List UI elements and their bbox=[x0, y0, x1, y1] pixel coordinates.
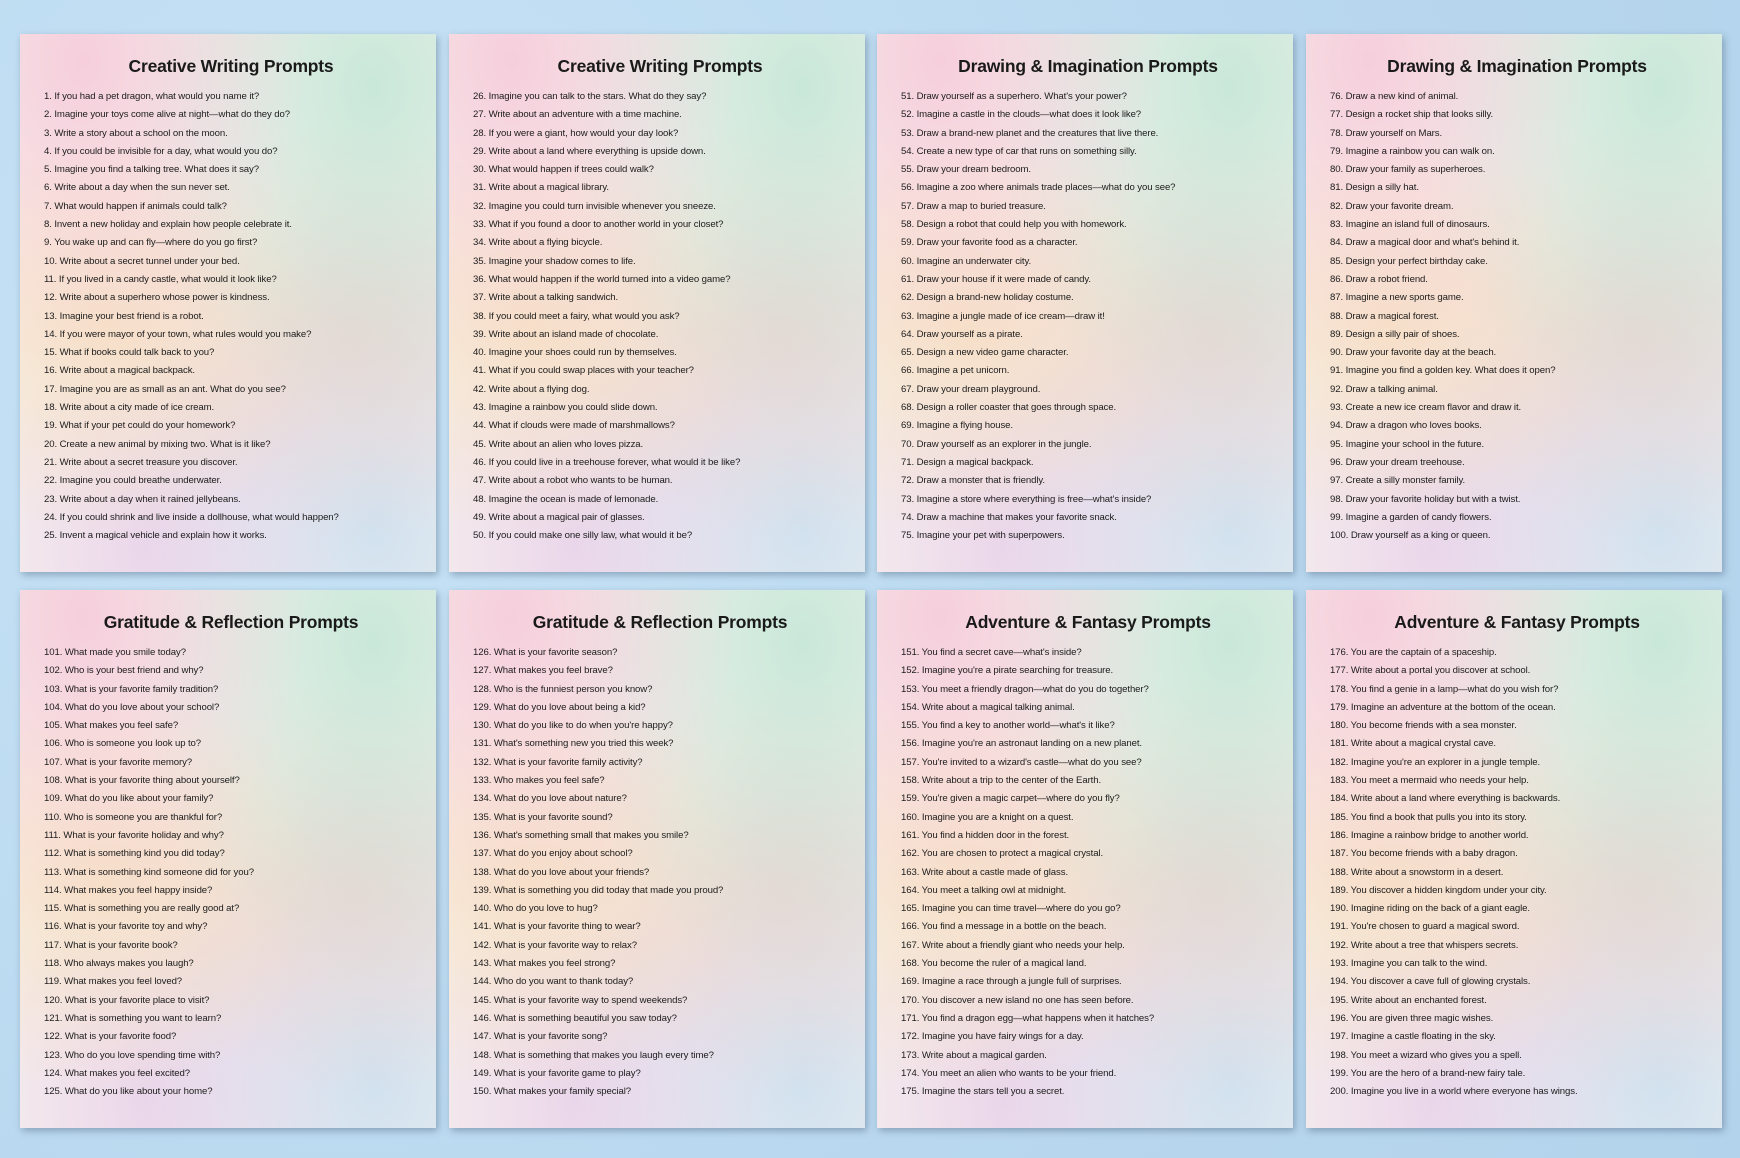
prompt-list bbox=[473, 88, 847, 545]
prompt-item: 6. Write about a day when the sun never set. bbox=[44, 182, 230, 194]
prompt-item: 61. Draw your house if it were made of candy. bbox=[901, 273, 1091, 285]
prompt-item: 161. You find a hidden door in the forest. bbox=[901, 829, 1070, 841]
prompt-item: 34. Write about a flying bicycle. bbox=[473, 237, 603, 249]
prompt-item: 83. Imagine an island full of dinosaurs. bbox=[1330, 219, 1490, 231]
prompt-item: 36. What would happen if the world turned into a video game? bbox=[473, 273, 731, 285]
prompt-item: 18. Write about a city made of ice cream. bbox=[44, 402, 215, 414]
prompt-item: 165. Imagine you can time travel—where do you go? bbox=[901, 903, 1121, 915]
prompt-item: 81. Design a silly hat. bbox=[1330, 182, 1419, 194]
prompt-item: 87. Imagine a new sports game. bbox=[1330, 292, 1464, 304]
prompt-item: 136. What's something small that makes you smile? bbox=[473, 829, 689, 841]
prompt-item: 59. Draw your favorite food as a character. bbox=[901, 237, 1078, 249]
prompt-item: 128. Who is the funniest person you know? bbox=[473, 683, 653, 695]
prompt-item: 97. Create a silly monster family. bbox=[1330, 475, 1466, 487]
prompt-item: 75. Imagine your pet with superpowers. bbox=[901, 530, 1065, 542]
prompt-item: 5. Imagine you find a talking tree. What does it say? bbox=[44, 164, 259, 176]
prompt-item: 192. Write about a tree that whispers secrets. bbox=[1330, 939, 1519, 951]
prompt-item: 85. Design your perfect birthday cake. bbox=[1330, 255, 1488, 267]
prompt-item: 24. If you could shrink and live inside a dollhouse, what would happen? bbox=[44, 511, 339, 523]
prompt-item: 76. Draw a new kind of animal. bbox=[1330, 91, 1459, 102]
prompt-item: 124. What makes you feel excited? bbox=[44, 1067, 191, 1079]
page-title: Drawing & Imagination Prompts bbox=[958, 56, 1218, 76]
prompt-list bbox=[473, 644, 847, 1101]
prompt-item: 119. What makes you feel loved? bbox=[44, 976, 183, 988]
prompt-item: 134. What do you love about nature? bbox=[473, 793, 627, 805]
prompt-item: 62. Design a brand-new holiday costume. bbox=[901, 292, 1074, 304]
prompt-item: 103. What is your favorite family tradition? bbox=[44, 683, 219, 695]
prompt-item: 27. Write about an adventure with a time machine. bbox=[473, 109, 682, 121]
prompt-item: 56. Imagine a zoo where animals trade places—what do you see? bbox=[901, 182, 1176, 194]
prompt-item: 86. Draw a robot friend. bbox=[1330, 273, 1428, 285]
prompt-item: 1. If you had a pet dragon, what would you name it? bbox=[44, 91, 260, 102]
prompt-item: 139. What is something you did today that made you proud? bbox=[473, 884, 724, 896]
prompt-item: 198. You meet a wizard who gives you a spell. bbox=[1330, 1049, 1522, 1061]
prompt-item: 163. Write about a castle made of glass. bbox=[901, 866, 1069, 878]
page-title: Creative Writing Prompts bbox=[557, 56, 763, 76]
prompt-item: 16. Write about a magical backpack. bbox=[44, 365, 195, 377]
prompt-item: 162. You are chosen to protect a magical crystal. bbox=[901, 848, 1104, 860]
prompt-item: 118. Who always makes you laugh? bbox=[44, 958, 194, 970]
prompt-item: 39. Write about an island made of chocolate. bbox=[473, 328, 659, 340]
prompt-item: 63. Imagine a jungle made of ice cream—draw it! bbox=[901, 310, 1105, 322]
worksheet-page-5 bbox=[20, 590, 436, 1128]
prompt-item: 133. Who makes you feel safe? bbox=[473, 775, 605, 787]
prompt-item: 29. Write about a land where everything is upside down. bbox=[473, 145, 706, 157]
prompt-item: 200. Imagine you live in a world where everyone has wings. bbox=[1330, 1086, 1578, 1098]
prompt-item: 95. Imagine your school in the future. bbox=[1330, 438, 1485, 450]
prompt-item: 181. Write about a magical crystal cave. bbox=[1330, 738, 1496, 750]
prompt-item: 94. Draw a dragon who loves books. bbox=[1330, 420, 1482, 432]
prompt-item: 151. You find a secret cave—what's inside? bbox=[901, 647, 1082, 658]
prompt-item: 106. Who is someone you look up to? bbox=[44, 738, 202, 750]
prompt-list bbox=[901, 88, 1275, 545]
prompt-item: 77. Design a rocket ship that looks silly. bbox=[1330, 109, 1494, 121]
prompt-item: 66. Imagine a pet unicorn. bbox=[901, 365, 1010, 377]
prompt-item: 89. Design a silly pair of shoes. bbox=[1330, 328, 1460, 340]
prompt-item: 10. Write about a secret tunnel under your bed. bbox=[44, 255, 240, 267]
prompt-item: 49. Write about a magical pair of glasses. bbox=[473, 511, 645, 523]
prompt-item: 193. Imagine you can talk to the wind. bbox=[1330, 958, 1488, 970]
prompt-item: 67. Draw your dream playground. bbox=[901, 383, 1041, 395]
prompt-item: 88. Draw a magical forest. bbox=[1330, 310, 1439, 322]
worksheet-page-1 bbox=[20, 34, 436, 572]
prompt-item: 104. What do you love about your school? bbox=[44, 701, 220, 713]
prompt-item: 41. What if you could swap places with your teacher? bbox=[473, 365, 694, 377]
worksheet-page-8 bbox=[1306, 590, 1722, 1128]
prompt-item: 155. You find a key to another world—what's it like? bbox=[901, 720, 1115, 732]
prompt-item: 180. You become friends with a sea monster. bbox=[1330, 720, 1517, 732]
prompt-item: 74. Draw a machine that makes your favorite snack. bbox=[901, 511, 1117, 523]
prompt-item: 194. You discover a cave full of glowing crystals. bbox=[1330, 976, 1531, 988]
prompt-item: 197. Imagine a castle floating in the sky. bbox=[1330, 1031, 1496, 1043]
prompt-item: 100. Draw yourself as a king or queen. bbox=[1330, 530, 1491, 542]
prompt-item: 17. Imagine you are as small as an ant. What do you see? bbox=[44, 383, 286, 395]
prompt-item: 135. What is your favorite sound? bbox=[473, 811, 613, 823]
prompt-item: 102. Who is your best friend and why? bbox=[44, 665, 204, 677]
prompt-list bbox=[44, 644, 418, 1101]
prompt-item: 185. You find a book that pulls you into its story. bbox=[1330, 811, 1527, 823]
prompt-item: 107. What is your favorite memory? bbox=[44, 756, 193, 768]
prompt-item: 109. What do you like about your family? bbox=[44, 793, 214, 805]
prompt-item: 175. Imagine the stars tell you a secret. bbox=[901, 1086, 1065, 1098]
prompt-item: 55. Draw your dream bedroom. bbox=[901, 164, 1031, 176]
prompt-item: 70. Draw yourself as an explorer in the jungle. bbox=[901, 438, 1092, 450]
prompt-item: 167. Write about a friendly giant who needs your help. bbox=[901, 939, 1125, 951]
prompt-item: 8. Invent a new holiday and explain how people celebrate it. bbox=[44, 219, 292, 231]
prompt-item: 127. What makes you feel brave? bbox=[473, 665, 613, 677]
prompt-item: 53. Draw a brand-new planet and the creatures that live there. bbox=[901, 127, 1159, 139]
prompt-item: 14. If you were mayor of your town, what rules would you make? bbox=[44, 328, 312, 340]
prompt-item: 72. Draw a monster that is friendly. bbox=[901, 475, 1045, 487]
prompt-item: 187. You become friends with a baby dragon. bbox=[1330, 848, 1518, 860]
prompt-item: 57. Draw a map to buried treasure. bbox=[901, 200, 1046, 212]
prompt-item: 73. Imagine a store where everything is free—what's inside? bbox=[901, 493, 1152, 505]
prompt-item: 182. Imagine you're an explorer in a jungle temple. bbox=[1330, 756, 1541, 768]
prompt-item: 177. Write about a portal you discover at school. bbox=[1330, 665, 1531, 677]
prompt-item: 179. Imagine an adventure at the bottom of the ocean. bbox=[1330, 701, 1556, 713]
prompt-item: 164. You meet a talking owl at midnight. bbox=[901, 884, 1067, 896]
prompt-item: 12. Write about a superhero whose power is kindness. bbox=[44, 292, 270, 304]
prompt-item: 130. What do you like to do when you're happy? bbox=[473, 720, 673, 732]
prompt-item: 199. You are the hero of a brand-new fairy tale. bbox=[1330, 1067, 1526, 1079]
prompt-item: 160. Imagine you are a knight on a quest. bbox=[901, 811, 1074, 823]
prompt-item: 99. Imagine a garden of candy flowers. bbox=[1330, 511, 1492, 523]
prompt-item: 120. What is your favorite place to visit? bbox=[44, 994, 210, 1006]
prompt-item: 47. Write about a robot who wants to be human. bbox=[473, 475, 673, 487]
prompt-item: 105. What makes you feel safe? bbox=[44, 720, 179, 732]
prompt-item: 169. Imagine a race through a jungle full of surprises. bbox=[901, 976, 1122, 988]
prompt-item: 184. Write about a land where everything is backwards. bbox=[1330, 793, 1561, 805]
prompt-item: 188. Write about a snowstorm in a desert. bbox=[1330, 866, 1504, 878]
prompt-item: 35. Imagine your shadow comes to life. bbox=[473, 255, 636, 267]
worksheet-page-6 bbox=[449, 590, 865, 1128]
worksheet-page-4 bbox=[1306, 34, 1722, 572]
prompt-list bbox=[1330, 644, 1704, 1101]
prompt-item: 96. Draw your dream treehouse. bbox=[1330, 456, 1465, 468]
prompt-item: 176. You are the captain of a spaceship. bbox=[1330, 647, 1497, 658]
prompt-item: 90. Draw your favorite day at the beach. bbox=[1330, 347, 1497, 359]
prompt-item: 168. You become the ruler of a magical land. bbox=[901, 958, 1087, 970]
prompt-item: 153. You meet a friendly dragon—what do you do together? bbox=[901, 683, 1149, 695]
prompt-item: 125. What do you like about your home? bbox=[44, 1086, 213, 1098]
prompt-item: 32. Imagine you could turn invisible whenever you sneeze. bbox=[473, 200, 716, 212]
prompt-item: 150. What makes your family special? bbox=[473, 1086, 631, 1098]
prompt-item: 121. What is something you want to learn? bbox=[44, 1012, 222, 1024]
prompt-item: 195. Write about an enchanted forest. bbox=[1330, 994, 1487, 1006]
prompt-item: 190. Imagine riding on the back of a giant eagle. bbox=[1330, 903, 1530, 915]
prompt-item: 158. Write about a trip to the center of the Earth. bbox=[901, 775, 1102, 787]
prompt-item: 68. Design a roller coaster that goes through space. bbox=[901, 402, 1117, 414]
prompt-item: 50. If you could make one silly law, what would it be? bbox=[473, 530, 693, 542]
prompt-item: 196. You are given three magic wishes. bbox=[1330, 1012, 1494, 1024]
prompt-item: 132. What is your favorite family activity? bbox=[473, 756, 643, 768]
prompt-item: 183. You meet a mermaid who needs your help. bbox=[1330, 775, 1529, 787]
prompt-item: 20. Create a new animal by mixing two. What is it like? bbox=[44, 438, 271, 450]
prompt-item: 108. What is your favorite thing about yourself? bbox=[44, 775, 240, 787]
prompt-item: 141. What is your favorite thing to wear? bbox=[473, 921, 641, 933]
prompt-item: 38. If you could meet a fairy, what would you ask? bbox=[473, 310, 680, 322]
prompt-item: 52. Imagine a castle in the clouds—what does it look like? bbox=[901, 109, 1142, 121]
prompt-item: 40. Imagine your shoes could run by themselves. bbox=[473, 347, 677, 359]
prompt-item: 101. What made you smile today? bbox=[44, 647, 186, 658]
prompt-item: 174. You meet an alien who wants to be your friend. bbox=[901, 1067, 1117, 1079]
prompt-item: 7. What would happen if animals could talk? bbox=[44, 200, 227, 212]
prompt-item: 126. What is your favorite season? bbox=[473, 647, 618, 658]
prompt-item: 31. Write about a magical library. bbox=[473, 182, 609, 194]
prompt-list bbox=[1330, 88, 1704, 545]
worksheet-page-7 bbox=[877, 590, 1293, 1128]
prompt-item: 173. Write about a magical garden. bbox=[901, 1049, 1047, 1061]
prompt-item: 23. Write about a day when it rained jellybeans. bbox=[44, 493, 241, 505]
prompt-item: 84. Draw a magical door and what's behind it. bbox=[1330, 237, 1520, 249]
prompt-item: 80. Draw your family as superheroes. bbox=[1330, 164, 1486, 176]
prompt-item: 26. Imagine you can talk to the stars. What do they say? bbox=[473, 91, 707, 102]
prompt-item: 79. Imagine a rainbow you can walk on. bbox=[1330, 145, 1495, 157]
prompt-item: 189. You discover a hidden kingdom under your city. bbox=[1330, 884, 1547, 896]
prompt-item: 93. Create a new ice cream flavor and draw it. bbox=[1330, 402, 1522, 414]
prompt-item: 166. You find a message in a bottle on the beach. bbox=[901, 921, 1107, 933]
prompt-item: 123. Who do you love spending time with? bbox=[44, 1049, 221, 1061]
prompt-list bbox=[44, 88, 418, 545]
page-title: Gratitude & Reflection Prompts bbox=[532, 612, 788, 632]
prompt-item: 148. What is something that makes you laugh every time? bbox=[473, 1049, 714, 1061]
prompt-item: 64. Draw yourself as a pirate. bbox=[901, 328, 1023, 340]
prompt-item: 137. What do you enjoy about school? bbox=[473, 848, 633, 860]
prompt-item: 9. You wake up and can fly—where do you go first? bbox=[44, 237, 258, 249]
prompt-item: 138. What do you love about your friends? bbox=[473, 866, 650, 878]
prompt-item: 170. You discover a new island no one has seen before. bbox=[901, 994, 1134, 1006]
prompt-item: 146. What is something beautiful you saw today? bbox=[473, 1012, 677, 1024]
prompt-item: 149. What is your favorite game to play? bbox=[473, 1067, 641, 1079]
prompt-item: 37. Write about a talking sandwich. bbox=[473, 292, 619, 304]
prompt-item: 45. Write about an alien who loves pizza. bbox=[473, 438, 644, 450]
prompt-item: 143. What makes you feel strong? bbox=[473, 958, 616, 970]
prompt-item: 71. Design a magical backpack. bbox=[901, 456, 1034, 468]
prompt-item: 15. What if books could talk back to you? bbox=[44, 347, 215, 359]
prompt-item: 82. Draw your favorite dream. bbox=[1330, 200, 1454, 212]
prompt-item: 116. What is your favorite toy and why? bbox=[44, 921, 208, 933]
prompt-item: 171. You find a dragon egg—what happens when it hatches? bbox=[901, 1012, 1155, 1024]
prompt-item: 51. Draw yourself as a superhero. What's your power? bbox=[901, 91, 1127, 102]
prompt-item: 19. What if your pet could do your homework? bbox=[44, 420, 236, 432]
prompt-item: 54. Create a new type of car that runs on something silly. bbox=[901, 145, 1137, 157]
prompt-item: 113. What is something kind someone did for you? bbox=[44, 866, 254, 878]
prompt-item: 91. Imagine you find a golden key. What does it open? bbox=[1330, 365, 1556, 377]
prompt-item: 129. What do you love about being a kid? bbox=[473, 701, 646, 713]
prompt-item: 43. Imagine a rainbow you could slide down. bbox=[473, 402, 658, 414]
prompt-list bbox=[901, 644, 1275, 1101]
prompt-item: 159. You're given a magic carpet—where do you fly? bbox=[901, 793, 1120, 805]
prompt-item: 154. Write about a magical talking animal. bbox=[901, 701, 1075, 713]
page-title: Adventure & Fantasy Prompts bbox=[1394, 612, 1640, 632]
prompt-item: 69. Imagine a flying house. bbox=[901, 420, 1013, 432]
prompt-item: 58. Design a robot that could help you with homework. bbox=[901, 219, 1127, 231]
prompt-item: 21. Write about a secret treasure you discover. bbox=[44, 456, 238, 468]
prompt-item: 3. Write a story about a school on the moon. bbox=[44, 127, 228, 139]
prompt-item: 92. Draw a talking animal. bbox=[1330, 383, 1438, 395]
prompt-item: 112. What is something kind you did today? bbox=[44, 848, 225, 860]
worksheet-page-2 bbox=[449, 34, 865, 572]
prompt-item: 48. Imagine the ocean is made of lemonade. bbox=[473, 493, 659, 505]
prompt-item: 98. Draw your favorite holiday but with a twist. bbox=[1330, 493, 1521, 505]
prompt-item: 44. What if clouds were made of marshmallows? bbox=[473, 420, 675, 432]
prompt-item: 142. What is your favorite way to relax? bbox=[473, 939, 637, 951]
prompt-item: 156. Imagine you're an astronaut landing on a new planet. bbox=[901, 738, 1142, 750]
prompt-item: 131. What's something new you tried this week? bbox=[473, 738, 674, 750]
prompt-item: 172. Imagine you have fairy wings for a day. bbox=[901, 1031, 1084, 1043]
prompt-item: 42. Write about a flying dog. bbox=[473, 383, 590, 395]
prompt-item: 186. Imagine a rainbow bridge to another world. bbox=[1330, 829, 1529, 841]
prompt-item: 152. Imagine you're a pirate searching for treasure. bbox=[901, 665, 1114, 677]
prompt-item: 78. Draw yourself on Mars. bbox=[1330, 127, 1443, 139]
prompt-item: 60. Imagine an underwater city. bbox=[901, 255, 1032, 267]
prompt-item: 145. What is your favorite way to spend weekends? bbox=[473, 994, 688, 1006]
prompt-item: 13. Imagine your best friend is a robot. bbox=[44, 310, 204, 322]
prompt-item: 157. You're invited to a wizard's castle—what do you see? bbox=[901, 756, 1142, 768]
prompt-item: 33. What if you found a door to another world in your closet? bbox=[473, 219, 724, 231]
prompt-item: 111. What is your favorite holiday and why? bbox=[44, 829, 224, 841]
prompt-item: 25. Invent a magical vehicle and explain how it works. bbox=[44, 530, 267, 542]
prompt-item: 115. What is something you are really good at? bbox=[44, 903, 240, 915]
prompt-item: 4. If you could be invisible for a day, what would you do? bbox=[44, 145, 278, 157]
page-title: Drawing & Imagination Prompts bbox=[1387, 56, 1647, 76]
page-title: Gratitude & Reflection Prompts bbox=[103, 612, 359, 632]
prompt-item: 178. You find a genie in a lamp—what do you wish for? bbox=[1330, 683, 1559, 695]
page-title: Adventure & Fantasy Prompts bbox=[965, 612, 1211, 632]
prompt-item: 144. Who do you want to thank today? bbox=[473, 976, 634, 988]
page-title: Creative Writing Prompts bbox=[128, 56, 334, 76]
prompt-item: 28. If you were a giant, how would your day look? bbox=[473, 127, 679, 139]
prompt-item: 11. If you lived in a candy castle, what would it look like? bbox=[44, 273, 277, 285]
prompt-item: 117. What is your favorite book? bbox=[44, 939, 178, 951]
prompt-item: 140. Who do you love to hug? bbox=[473, 903, 598, 915]
prompt-item: 147. What is your favorite song? bbox=[473, 1031, 608, 1043]
prompt-item: 122. What is your favorite food? bbox=[44, 1031, 177, 1043]
prompt-item: 2. Imagine your toys come alive at night—what do they do? bbox=[44, 109, 291, 121]
prompt-item: 65. Design a new video game character. bbox=[901, 347, 1069, 359]
worksheet-page-3 bbox=[877, 34, 1293, 572]
prompt-item: 22. Imagine you could breathe underwater. bbox=[44, 475, 222, 487]
prompt-item: 46. If you could live in a treehouse forever, what would it be like? bbox=[473, 456, 741, 468]
prompt-item: 114. What makes you feel happy inside? bbox=[44, 884, 213, 896]
prompt-item: 110. Who is someone you are thankful for? bbox=[44, 811, 223, 823]
prompt-item: 191. You're chosen to guard a magical sword. bbox=[1330, 921, 1520, 933]
prompt-item: 30. What would happen if trees could walk? bbox=[473, 164, 654, 176]
